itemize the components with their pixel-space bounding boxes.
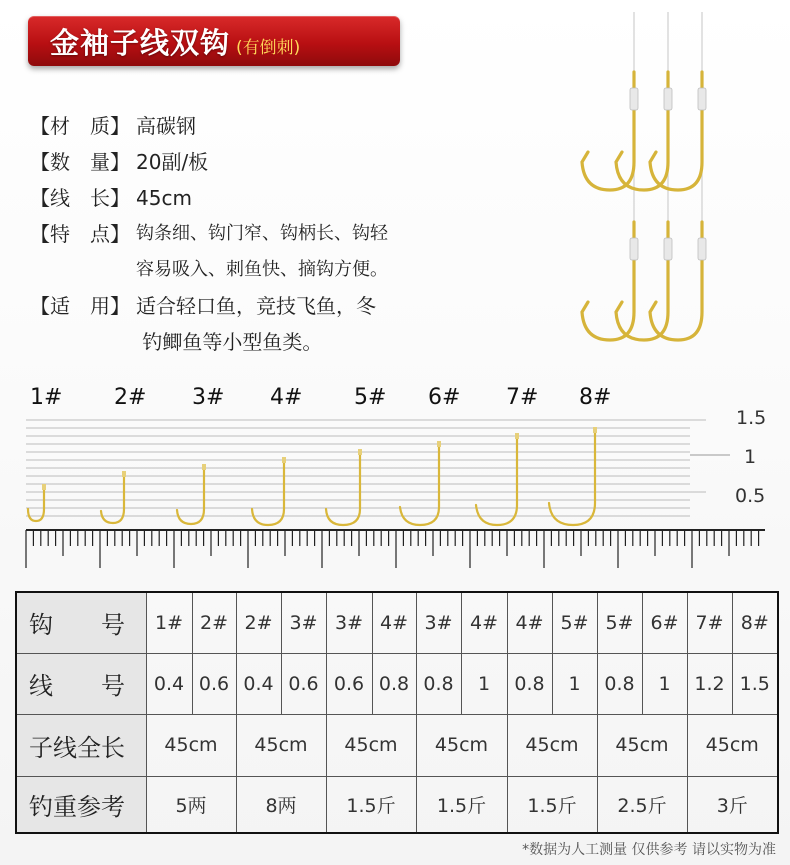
hook-ruler-graphic [0,385,790,575]
scale-label: 1.5 [736,407,767,429]
table-cell: 0.8 [507,653,552,714]
spec-table-wrap [15,591,777,832]
table-cell: 2# [192,592,236,653]
row-header: 钓重参考 [16,776,146,833]
table-cell: 2.5斤 [597,776,687,833]
spec-row-quantity [30,144,550,180]
spec-row-line-length [30,180,550,216]
spec-table [15,591,779,834]
spec-label: 【材 质】 [30,114,130,138]
disclaimer-footnote: *数据为人工测量 仅供参考 请以实物为准 [522,842,776,858]
spec-value-line: 钩条细、钩门窄、钩柄长、钩轻 [136,223,388,244]
row-header: 子线全长 [16,714,146,776]
table-cell: 0.8 [372,653,416,714]
spec-value-line: 高碳钢 [136,114,196,138]
table-row-hook-number [16,592,778,653]
table-cell: 3# [416,592,461,653]
spec-value-line: 45cm [136,186,192,210]
spec-label: 【数 量】 [30,150,130,174]
table-cell: 5两 [146,776,236,833]
spec-row-material [30,108,550,144]
spec-value-line: 容易吸入、刺鱼快、摘钩方便。 [136,259,388,280]
table-cell: 45cm [507,714,597,776]
table-cell: 1# [146,592,192,653]
spec-value-line: 适合轻口鱼，竞技飞鱼，冬 [136,294,376,318]
hooks-product-image [572,12,732,352]
table-cell: 1.2 [687,653,732,714]
hook-size-label: 6# [428,385,461,410]
table-cell: 0.6 [281,653,326,714]
product-subtitle: (有倒刺) [236,37,301,58]
table-cell: 1 [552,653,597,714]
row-header: 钩 号 [16,592,146,653]
table-cell: 45cm [146,714,236,776]
table-cell: 1.5斤 [416,776,507,833]
hook-size-label: 5# [354,385,387,410]
spec-value [136,216,550,288]
table-cell: 8# [732,592,778,653]
table-cell: 7# [687,592,732,653]
grid-lines [26,420,706,516]
hook-size-label: 8# [579,385,612,410]
table-cell: 0.4 [236,653,281,714]
table-cell: 45cm [597,714,687,776]
table-cell: 3斤 [687,776,778,833]
table-cell: 45cm [416,714,507,776]
table-cell: 0.8 [597,653,642,714]
hook-size-chart [0,385,790,575]
hook-size-label: 1# [30,385,63,410]
spec-value-line: 钓鲫鱼等小型鱼类。 [136,330,323,354]
table-row-line-length [16,714,778,776]
spec-value [136,144,550,180]
spec-value [136,108,550,144]
hook-size-label: 3# [192,385,225,410]
hook-size-label: 7# [506,385,539,410]
table-cell: 8两 [236,776,326,833]
table-cell: 0.6 [326,653,372,714]
scale-label: 1 [744,446,757,468]
spec-value-line: 20副/板 [136,150,209,174]
product-title: 金袖子线双钩 [50,25,231,60]
table-cell: 5# [597,592,642,653]
row-header: 线 号 [16,653,146,714]
table-cell: 4# [461,592,507,653]
table-cell: 3# [326,592,372,653]
table-cell: 45cm [326,714,416,776]
hook-silhouettes [28,429,595,525]
table-cell: 0.4 [146,653,192,714]
table-row-weight-reference [16,776,778,833]
table-cell: 6# [642,592,687,653]
spec-label: 【适 用】 [30,294,130,318]
table-cell: 4# [507,592,552,653]
spec-value [136,288,550,360]
spec-label: 【线 长】 [30,186,130,210]
table-cell: 5# [552,592,597,653]
hook-size-label: 2# [114,385,147,410]
table-cell: 4# [372,592,416,653]
table-cell: 1.5斤 [326,776,416,833]
table-cell: 0.6 [192,653,236,714]
spec-label: 【特 点】 [30,222,130,246]
spec-row-usage [30,288,550,360]
table-cell: 1.5 [732,653,778,714]
table-cell: 3# [281,592,326,653]
hook-size-label: 4# [270,385,303,410]
table-cell: 0.8 [416,653,461,714]
table-cell: 45cm [687,714,778,776]
ruler-ticks [26,530,759,568]
spec-value [136,180,550,216]
title-banner [28,16,400,66]
spec-list [30,108,550,360]
table-row-line-number [16,653,778,714]
table-cell: 2# [236,592,281,653]
table-cell: 45cm [236,714,326,776]
table-cell: 1.5斤 [507,776,597,833]
scale-label: 0.5 [735,485,766,507]
spec-row-features [30,216,550,288]
table-cell: 1 [642,653,687,714]
table-cell: 1 [461,653,507,714]
